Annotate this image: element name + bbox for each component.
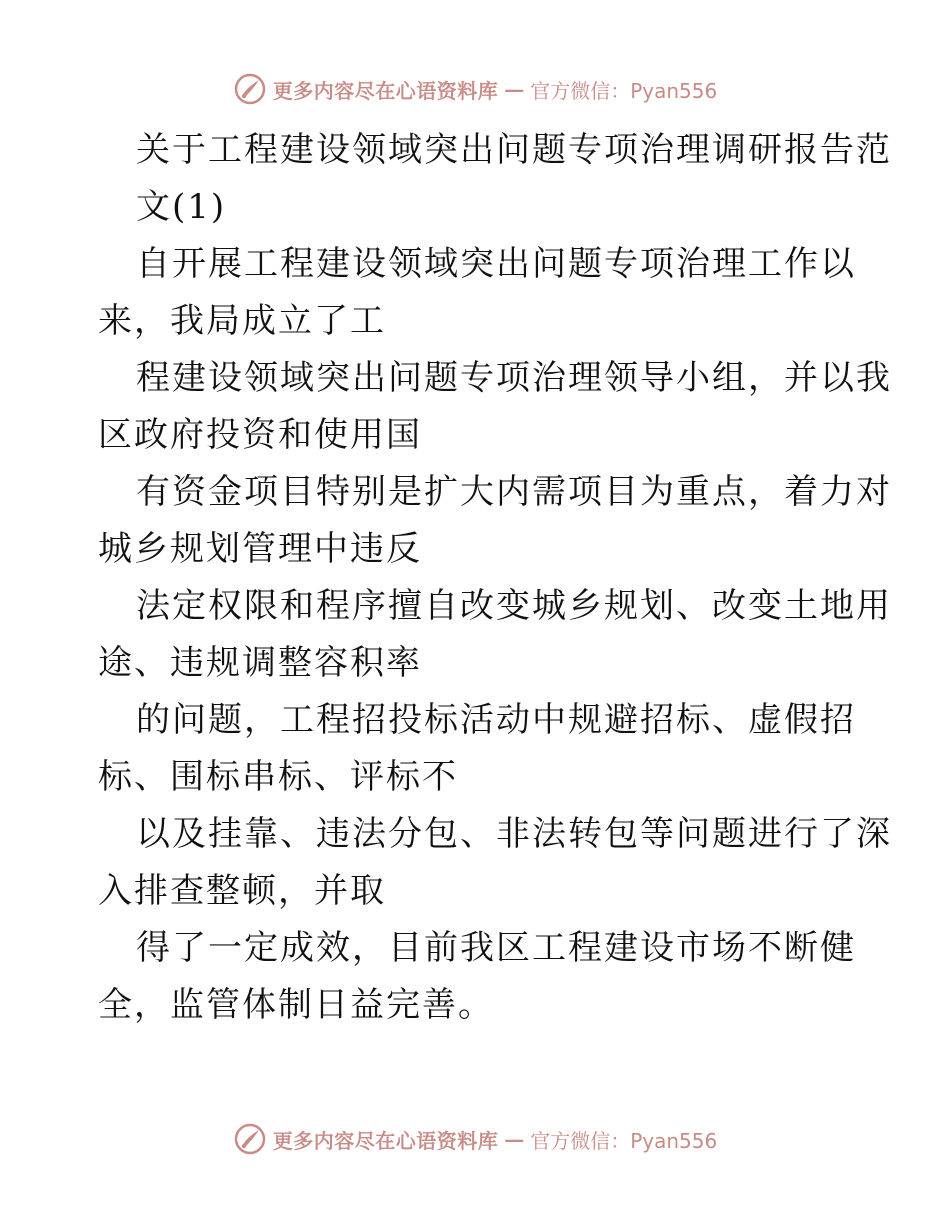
watermark-wechat: 官方微信：Pyan556 bbox=[530, 1128, 718, 1153]
watermark-text: 更多内容尽在心语资料库 bbox=[272, 78, 499, 103]
text-line: 文(1) bbox=[136, 187, 227, 227]
text-line: 的问题，工程招投标活动中规避招标、虚假招 bbox=[136, 700, 856, 740]
text-line: 有资金项目特别是扩大内需项目为重点，着力对 bbox=[136, 472, 892, 512]
text-line: 关于工程建设领域突出问题专项治理调研报告范 bbox=[136, 130, 892, 170]
text-line: 程建设领域突出问题专项治理领导小组，并以我 bbox=[136, 358, 892, 398]
text-line: 入排查整顿，并取 bbox=[98, 871, 386, 911]
footer-watermark bbox=[0, 1122, 950, 1156]
watermark-wechat: 官方微信：Pyan556 bbox=[530, 78, 718, 103]
text-line: 途、违规调整容积率 bbox=[98, 643, 422, 683]
brush-logo-icon bbox=[233, 72, 267, 106]
text-line: 标、围标串标、评标不 bbox=[98, 757, 458, 797]
header-watermark bbox=[0, 72, 950, 106]
text-line: 来，我局成立了工 bbox=[98, 301, 386, 341]
text-line: 自开展工程建设领域突出问题专项治理工作以 bbox=[136, 244, 856, 284]
watermark-dash: — bbox=[504, 77, 525, 101]
watermark-text: 更多内容尽在心语资料库 bbox=[272, 1128, 499, 1153]
text-line: 得了一定成效，目前我区工程建设市场不断健 bbox=[136, 928, 856, 968]
text-line: 法定权限和程序擅自改变城乡规划、改变土地用 bbox=[136, 586, 892, 626]
text-line: 区政府投资和使用国 bbox=[98, 415, 422, 455]
text-line: 全，监管体制日益完善。 bbox=[98, 985, 494, 1025]
text-line: 城乡规划管理中违反 bbox=[98, 529, 422, 569]
watermark-dash: — bbox=[504, 1127, 525, 1151]
text-line: 以及挂靠、违法分包、非法转包等问题进行了深 bbox=[136, 814, 892, 854]
brush-logo-icon bbox=[233, 1122, 267, 1156]
document-body bbox=[98, 122, 892, 1034]
